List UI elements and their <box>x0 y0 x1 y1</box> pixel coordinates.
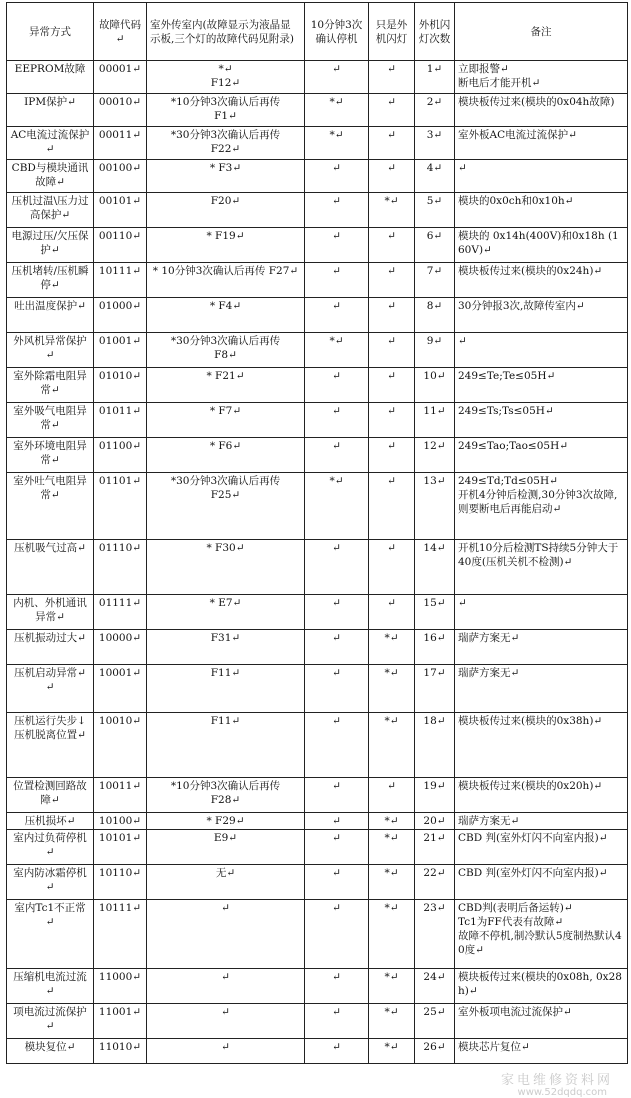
note-cell: 模块板传过来(模块的0x04h故障) <box>455 94 628 127</box>
fault-mode-cell: 室内过负荷停机↵ <box>7 830 94 865</box>
fault-code-cell: 00010↵ <box>94 94 147 127</box>
flash-count-cell: 15↵ <box>415 595 455 630</box>
note-cell: 室外板项电流过流保护↵ <box>455 1004 628 1039</box>
confirm-stop-cell: *↵ <box>305 333 369 368</box>
flash-only-cell: *↵ <box>369 665 415 713</box>
flash-only-cell: ↵ <box>369 61 415 94</box>
fault-mode-cell: 压机过温\压力过高保护↵ <box>7 193 94 228</box>
fault-code-cell: 00001↵ <box>94 61 147 94</box>
note-cell: 249≤Tao;Tao≤05H↵ <box>455 438 628 473</box>
outdoor-display-cell: ↵ <box>147 1039 305 1064</box>
confirm-stop-cell: ↵ <box>305 438 369 473</box>
note-cell: 249≤Ts;Ts≤05H↵ <box>455 403 628 438</box>
confirm-stop-cell: ↵ <box>305 403 369 438</box>
fault-code-cell: 01100↵ <box>94 438 147 473</box>
outdoor-display-cell: F11↵ <box>147 713 305 778</box>
fault-mode-cell: EEPROM故障 <box>7 61 94 94</box>
flash-count-cell: 21↵ <box>415 830 455 865</box>
header-flash-only: 只是外机闪灯 <box>369 3 415 61</box>
confirm-stop-cell: ↵ <box>305 193 369 228</box>
outdoor-display-cell: *30分钟3次确认后再传 F8↵ <box>147 333 305 368</box>
confirm-stop-cell: ↵ <box>305 630 369 665</box>
table-row <box>7 438 628 473</box>
confirm-stop-cell: ↵ <box>305 61 369 94</box>
fault-mode-cell: 室外吸气电阻异常↵ <box>7 403 94 438</box>
note-cell: 249≤Te;Te≤05H↵ <box>455 368 628 403</box>
confirm-stop-cell: ↵ <box>305 263 369 298</box>
flash-count-cell: 16↵ <box>415 630 455 665</box>
fault-mode-cell: 室内Tc1不正常↵ <box>7 900 94 969</box>
flash-only-cell: *↵ <box>369 830 415 865</box>
note-cell: CBD 判(室外灯闪不向室内报)↵ <box>455 830 628 865</box>
fault-mode-cell: 室内防冰霜停机↵ <box>7 865 94 900</box>
flash-only-cell: *↵ <box>369 1004 415 1039</box>
flash-count-cell: 5↵ <box>415 193 455 228</box>
outdoor-display-cell: 无↵ <box>147 865 305 900</box>
flash-only-cell: ↵ <box>369 298 415 333</box>
flash-count-cell: 13↵ <box>415 473 455 540</box>
outdoor-display-cell: *10分钟3次确认后再传 F28↵ <box>147 778 305 813</box>
table-row <box>7 403 628 438</box>
table-row <box>7 61 628 94</box>
flash-only-cell: ↵ <box>369 94 415 127</box>
table-row <box>7 630 628 665</box>
table-row <box>7 160 628 193</box>
outdoor-display-cell: F31↵ <box>147 630 305 665</box>
note-cell: 模块板传过来(模块的0x08h, 0x28h)↵ <box>455 969 628 1004</box>
flash-only-cell: *↵ <box>369 865 415 900</box>
outdoor-display-cell: * F3↵ <box>147 160 305 193</box>
table-row <box>7 263 628 298</box>
note-cell: 立即报警↵ 断电后才能开机↵ <box>455 61 628 94</box>
table-row <box>7 94 628 127</box>
watermark-url: www.52dqdq.com <box>517 1087 607 1098</box>
table-row <box>7 1039 628 1064</box>
flash-count-cell: 2↵ <box>415 94 455 127</box>
fault-code-cell: 01110↵ <box>94 540 147 595</box>
note-cell: 瑞萨方案无↵ <box>455 813 628 830</box>
fault-mode-cell: 外风机异常保护↵ <box>7 333 94 368</box>
note-cell: ↵ <box>455 160 628 193</box>
table-row <box>7 368 628 403</box>
table-row <box>7 813 628 830</box>
flash-only-cell: ↵ <box>369 160 415 193</box>
fault-mode-cell: CBD与模块通讯故障↵ <box>7 160 94 193</box>
flash-count-cell: 11↵ <box>415 403 455 438</box>
header-mode: 异常方式 <box>7 3 94 61</box>
flash-only-cell: ↵ <box>369 228 415 263</box>
outdoor-display-cell: *10分钟3次确认后再传 F1↵ <box>147 94 305 127</box>
flash-only-cell: ↵ <box>369 368 415 403</box>
flash-count-cell: 1↵ <box>415 61 455 94</box>
fault-code-cell: 11000↵ <box>94 969 147 1004</box>
watermark: 家电维修资料网 <box>500 1073 613 1088</box>
fault-mode-cell: 压机运行失步↓ 压机脱离位置↵ <box>7 713 94 778</box>
note-cell: 模块的0x0ch和0x10h↵ <box>455 193 628 228</box>
fault-mode-cell: 模块复位↵ <box>7 1039 94 1064</box>
flash-count-cell: 12↵ <box>415 438 455 473</box>
header-code-mark: ↵ <box>115 32 125 45</box>
flash-only-cell: ↵ <box>369 473 415 540</box>
flash-count-cell: 22↵ <box>415 865 455 900</box>
fault-mode-cell: 压机堵转/压机瞬停↵ <box>7 263 94 298</box>
fault-code-cell: 00110↵ <box>94 228 147 263</box>
flash-count-cell: 26↵ <box>415 1039 455 1064</box>
confirm-stop-cell: ↵ <box>305 778 369 813</box>
fault-code-cell: 01000↵ <box>94 298 147 333</box>
table-row <box>7 127 628 160</box>
confirm-stop-cell: ↵ <box>305 228 369 263</box>
fault-code-cell: 10000↵ <box>94 630 147 665</box>
confirm-stop-cell: ↵ <box>305 298 369 333</box>
confirm-stop-cell: ↵ <box>305 900 369 969</box>
fault-code-cell: 01011↵ <box>94 403 147 438</box>
fault-code-cell: 10111↵ <box>94 263 147 298</box>
outdoor-display-cell: *30分钟3次确认后再传 F25↵ <box>147 473 305 540</box>
outdoor-display-cell: *↵ F12↵ <box>147 61 305 94</box>
table-row <box>7 333 628 368</box>
fault-code-cell: 10101↵ <box>94 830 147 865</box>
fault-code-cell: 10001↵ <box>94 665 147 713</box>
fault-code-cell: 01001↵ <box>94 333 147 368</box>
note-cell: 瑞萨方案无↵ <box>455 665 628 713</box>
confirm-stop-cell: *↵ <box>305 473 369 540</box>
table-row <box>7 473 628 540</box>
outdoor-display-cell: * F21↵ <box>147 368 305 403</box>
table-row <box>7 969 628 1004</box>
note-cell: 模块芯片复位↵ <box>455 1039 628 1064</box>
confirm-stop-cell: ↵ <box>305 595 369 630</box>
outdoor-display-cell: ↵ <box>147 900 305 969</box>
flash-only-cell: ↵ <box>369 778 415 813</box>
flash-count-cell: 3↵ <box>415 127 455 160</box>
flash-only-cell: *↵ <box>369 193 415 228</box>
fault-mode-cell: 压机损坏↵ <box>7 813 94 830</box>
flash-only-cell: ↵ <box>369 333 415 368</box>
flash-count-cell: 14↵ <box>415 540 455 595</box>
flash-only-cell: *↵ <box>369 1039 415 1064</box>
fault-mode-cell: 室外除霜电阻异常↵ <box>7 368 94 403</box>
fault-mode-cell: 压机吸气过高↵ <box>7 540 94 595</box>
flash-only-cell: ↵ <box>369 438 415 473</box>
header-note: 备注 <box>455 3 628 61</box>
flash-only-cell: *↵ <box>369 630 415 665</box>
fault-code-cell: 00100↵ <box>94 160 147 193</box>
flash-only-cell: *↵ <box>369 969 415 1004</box>
flash-count-cell: 18↵ <box>415 713 455 778</box>
table-row <box>7 778 628 813</box>
outdoor-display-cell: ↵ <box>147 1004 305 1039</box>
table-row <box>7 595 628 630</box>
table-row <box>7 193 628 228</box>
flash-count-cell: 7↵ <box>415 263 455 298</box>
fault-mode-cell: 压机启动异常↵ ↵ <box>7 665 94 713</box>
fault-code-cell: 10100↵ <box>94 813 147 830</box>
fault-mode-cell: 吐出温度保护↵ <box>7 298 94 333</box>
confirm-stop-cell: ↵ <box>305 160 369 193</box>
header-code <box>94 3 147 61</box>
confirm-stop-cell: ↵ <box>305 969 369 1004</box>
confirm-stop-cell: ↵ <box>305 540 369 595</box>
note-cell: 开机10分后检测TS持续5分钟大于40度(压机关机不检测)↵ <box>455 540 628 595</box>
confirm-stop-cell: ↵ <box>305 713 369 778</box>
confirm-stop-cell: ↵ <box>305 813 369 830</box>
flash-count-cell: 8↵ <box>415 298 455 333</box>
note-cell: ↵ <box>455 595 628 630</box>
confirm-stop-cell: ↵ <box>305 665 369 713</box>
fault-code-cell: 11010↵ <box>94 1039 147 1064</box>
note-cell: 模块板传过来(模块的0x24h)↵ <box>455 263 628 298</box>
header-row <box>7 3 628 61</box>
flash-only-cell: *↵ <box>369 713 415 778</box>
fault-mode-cell: IPM保护↵ <box>7 94 94 127</box>
fault-mode-cell: 项电流过流保护↵ <box>7 1004 94 1039</box>
confirm-stop-cell: ↵ <box>305 368 369 403</box>
fault-code-cell: 00011↵ <box>94 127 147 160</box>
fault-code-cell: 10010↵ <box>94 713 147 778</box>
fault-mode-cell: 室外环境电阻异常↵ <box>7 438 94 473</box>
outdoor-display-cell: * F30↵ <box>147 540 305 595</box>
table-row <box>7 665 628 713</box>
outdoor-display-cell: * E7↵ <box>147 595 305 630</box>
outdoor-display-cell: * 10分钟3次确认后再传 F27↵ <box>147 263 305 298</box>
outdoor-display-cell: * F4↵ <box>147 298 305 333</box>
flash-only-cell: ↵ <box>369 540 415 595</box>
flash-count-cell: 25↵ <box>415 1004 455 1039</box>
outdoor-display-cell: * F29↵ <box>147 813 305 830</box>
outdoor-display-cell: * F7↵ <box>147 403 305 438</box>
header-flash-count: 外机闪灯次数 <box>415 3 455 61</box>
fault-code-cell: 10111↵ <box>94 900 147 969</box>
flash-count-cell: 9↵ <box>415 333 455 368</box>
flash-count-cell: 24↵ <box>415 969 455 1004</box>
table-row <box>7 540 628 595</box>
confirm-stop-cell: ↵ <box>305 830 369 865</box>
flash-only-cell: ↵ <box>369 263 415 298</box>
note-cell: 模块板传过来(模块的0x20h)↵ <box>455 778 628 813</box>
flash-count-cell: 6↵ <box>415 228 455 263</box>
header-code-label: 故障代码 <box>99 18 141 31</box>
note-cell: 模块板传过来(模块的0x38h)↵ <box>455 713 628 778</box>
fault-mode-cell: 电源过压/欠压保护↵ <box>7 228 94 263</box>
outdoor-display-cell: * F19↵ <box>147 228 305 263</box>
flash-count-cell: 19↵ <box>415 778 455 813</box>
fault-code-cell: 01111↵ <box>94 595 147 630</box>
flash-count-cell: 20↵ <box>415 813 455 830</box>
flash-count-cell: 4↵ <box>415 160 455 193</box>
outdoor-display-cell: *30分钟3次确认后再传 F22↵ <box>147 127 305 160</box>
table-row <box>7 865 628 900</box>
note-cell: 模块的 0x14h(400V)和0x18h (160V)↵ <box>455 228 628 263</box>
table-row <box>7 830 628 865</box>
note-cell: 30分钟报3次,故障传室内↵ <box>455 298 628 333</box>
fault-mode-cell: 位置检测回路故障↵ <box>7 778 94 813</box>
note-cell: 室外板AC电流过流保护↵ <box>455 127 628 160</box>
note-cell: 瑞萨方案无↵ <box>455 630 628 665</box>
note-cell: ↵ <box>455 333 628 368</box>
fault-code-cell: 10011↵ <box>94 778 147 813</box>
flash-only-cell: ↵ <box>369 595 415 630</box>
flash-only-cell: ↵ <box>369 403 415 438</box>
fault-code-cell: 10110↵ <box>94 865 147 900</box>
table-body <box>7 61 628 1064</box>
confirm-stop-cell: ↵ <box>305 865 369 900</box>
fault-mode-cell: 压机振动过大↵ <box>7 630 94 665</box>
outdoor-display-cell: ↵ <box>147 969 305 1004</box>
header-confirm: 10分钟3次确认停机 <box>305 3 369 61</box>
fault-code-cell: 11001↵ <box>94 1004 147 1039</box>
table-row <box>7 713 628 778</box>
outdoor-display-cell: F11↵ <box>147 665 305 713</box>
flash-count-cell: 23↵ <box>415 900 455 969</box>
note-cell: CBD 判(室外灯闪不向室内报)↵ <box>455 865 628 900</box>
table-row <box>7 298 628 333</box>
outdoor-display-cell: E9↵ <box>147 830 305 865</box>
flash-only-cell: *↵ <box>369 813 415 830</box>
outdoor-display-cell: F20↵ <box>147 193 305 228</box>
flash-only-cell: ↵ <box>369 127 415 160</box>
confirm-stop-cell: ↵ <box>305 1039 369 1064</box>
table-row <box>7 228 628 263</box>
fault-mode-cell: 压缩机电流过流↵ <box>7 969 94 1004</box>
confirm-stop-cell: ↵ <box>305 1004 369 1039</box>
confirm-stop-cell: *↵ <box>305 94 369 127</box>
table-row <box>7 1004 628 1039</box>
fault-mode-cell: AC电流过流保护↵ <box>7 127 94 160</box>
table-row <box>7 900 628 969</box>
note-cell: 249≤Td;Td≤05H↵ 开机4分钟后检测,30分钟3次故障,则要断电后再能启动↵ <box>455 473 628 540</box>
fault-code-cell: 01101↵ <box>94 473 147 540</box>
flash-count-cell: 17↵ <box>415 665 455 713</box>
confirm-stop-cell: *↵ <box>305 127 369 160</box>
fault-code-cell: 01010↵ <box>94 368 147 403</box>
fault-code-table <box>6 2 628 1064</box>
flash-count-cell: 10↵ <box>415 368 455 403</box>
note-cell: CBD判(表明后备运转)↵ Tc1为FF代表有故障↵ 故障不停机,制冷默认5度制热默认40度↵ <box>455 900 628 969</box>
outdoor-display-cell: * F6↵ <box>147 438 305 473</box>
fault-code-cell: 00101↵ <box>94 193 147 228</box>
flash-only-cell: *↵ <box>369 900 415 969</box>
fault-mode-cell: 内机、外机通讯异常↵ <box>7 595 94 630</box>
header-outdoor: 室外传室内(故障显示为液晶显示板,三个灯的故障代码见附录) <box>147 3 305 61</box>
fault-mode-cell: 室外吐气电阻异常↵ <box>7 473 94 540</box>
